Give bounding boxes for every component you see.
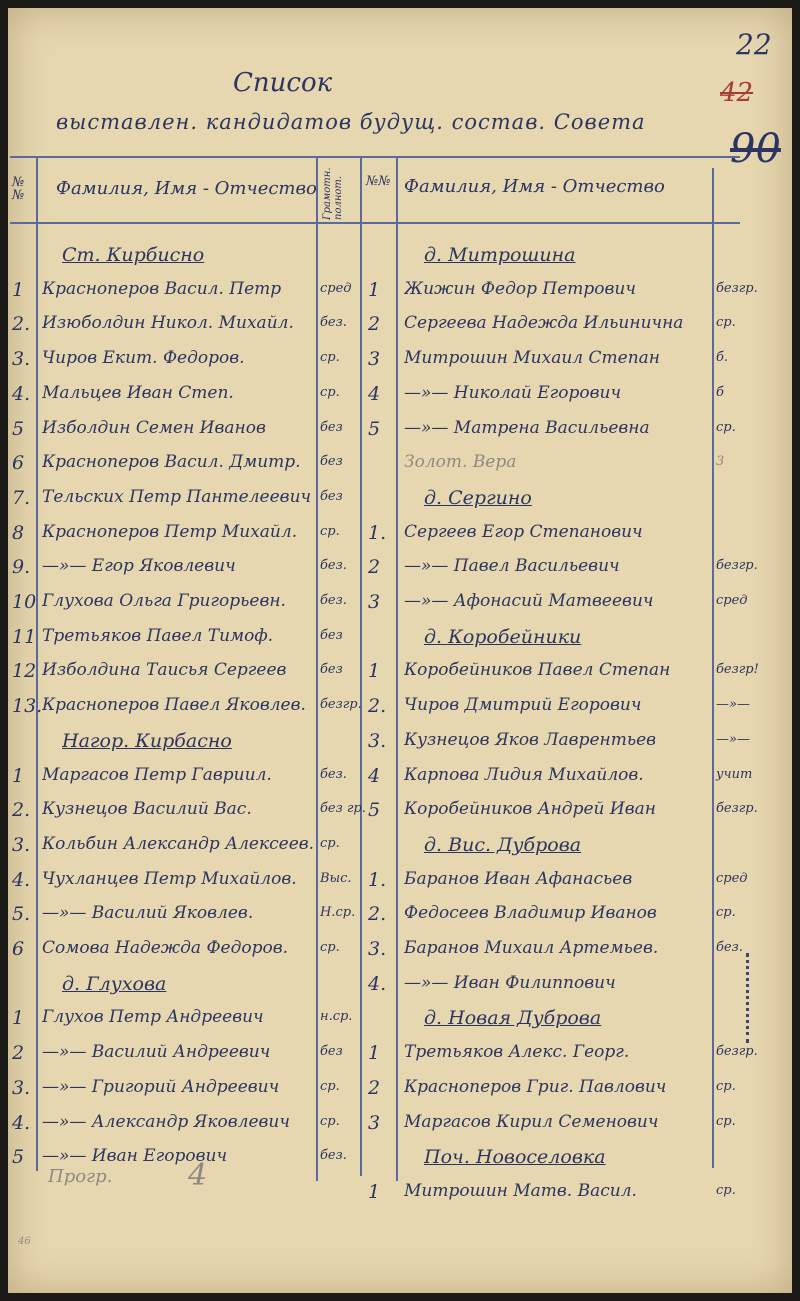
row-number: 11 (12, 626, 37, 648)
row-number: 2 (368, 313, 381, 335)
literacy-value: безгр. (716, 281, 758, 296)
literacy-value: безгр. (716, 558, 758, 573)
literacy-value: Н.ср. (320, 905, 356, 920)
literacy-value: ср. (716, 315, 736, 330)
candidate-name: Глухова Ольга Григорьевн. (42, 591, 286, 611)
literacy-value: без (320, 420, 343, 435)
candidate-name: —»— Александр Яковлевич (42, 1112, 290, 1132)
literacy-value: ср. (716, 1114, 736, 1129)
row-number: 9. (12, 556, 31, 578)
row-number: 8 (12, 522, 25, 544)
row-number: 4 (368, 383, 381, 405)
candidate-name: Красноперов Петр Михайл. (42, 522, 298, 542)
row-number: 1 (12, 1007, 25, 1029)
candidate-name: Глухов Петр Андреевич (42, 1007, 264, 1027)
header-num: № № (12, 175, 25, 203)
row-number: 2. (368, 903, 387, 925)
candidate-name: Тельских Петр Пантелеевич (42, 487, 312, 507)
row-number: 13. (12, 695, 43, 717)
row-number: 1 (12, 279, 25, 301)
row-number: 4. (12, 383, 31, 405)
literacy-value: ср. (320, 385, 340, 400)
candidate-name: —»— Григорий Андреевич (42, 1077, 280, 1097)
row-number: 4 (368, 765, 381, 787)
row-number: 1 (368, 1181, 381, 1203)
header-num-2: №№ (366, 174, 391, 189)
literacy-value: ср. (320, 1079, 340, 1094)
candidate-name: Маргасов Кирил Семенович (404, 1112, 659, 1132)
candidate-name: —»— Николай Егорович (404, 383, 622, 403)
literacy-value: сред (320, 281, 352, 296)
header-top-rule (10, 156, 740, 158)
literacy-value: без (320, 489, 343, 504)
candidate-name: Изболдина Таисья Сергеев (42, 660, 287, 680)
row-number: 2. (12, 313, 31, 335)
candidate-name: —»— Егор Яковлевич (42, 556, 236, 576)
alt-page-number: 90 (730, 126, 781, 172)
candidate-name: Третьяков Алекс. Георг. (404, 1042, 630, 1062)
literacy-value: без. (320, 315, 347, 330)
candidate-name: —»— Василий Андреевич (42, 1042, 271, 1062)
literacy-value: ср. (716, 1183, 736, 1198)
row-number: 5 (12, 1146, 25, 1168)
candidate-name: Кузнецов Василий Вас. (42, 799, 252, 819)
header-name: Фамилия, Имя - Отчество (56, 178, 317, 199)
row-number: 1 (368, 660, 381, 682)
header-literacy: Грамотн. полнот. (322, 167, 344, 220)
row-number: 2 (368, 1077, 381, 1099)
literacy-value: без (320, 662, 343, 677)
row-number: 1. (368, 522, 387, 544)
candidate-name: Карпова Лидия Михайлов. (404, 765, 644, 785)
candidate-name: Баранов Иван Афанасьев (404, 869, 633, 889)
literacy-value: без. (716, 940, 743, 955)
row-number: 5 (368, 418, 381, 440)
row-number: 2 (368, 556, 381, 578)
section-heading: Нагор. Кирбасно (62, 730, 232, 752)
row-number: 12 (12, 660, 37, 682)
row-number: 3. (12, 1077, 31, 1099)
col-divider-4 (396, 156, 398, 1181)
candidate-name: Третьяков Павел Тимоф. (42, 626, 274, 646)
candidate-name: —»— Матрена Васильевна (404, 418, 650, 438)
document-title: Список (233, 68, 333, 98)
candidate-name: Сомова Надежда Федоров. (42, 938, 289, 958)
row-number: 4. (368, 973, 387, 995)
literacy-value: н.ср. (320, 1009, 353, 1024)
row-number: 2 (12, 1042, 25, 1064)
literacy-value: ср. (320, 524, 340, 539)
literacy-value: 3 (716, 454, 725, 469)
candidate-name: Красноперов Григ. Павлович (404, 1077, 667, 1097)
col-divider-1 (36, 156, 38, 1171)
literacy-value: сред (716, 593, 748, 608)
candidate-name: —»— Иван Филиппович (404, 973, 616, 993)
row-number: 3. (12, 348, 31, 370)
literacy-value: ср. (716, 1079, 736, 1094)
col-divider-2 (316, 156, 318, 1181)
candidate-name: Красноперов Павел Яковлев. (42, 695, 306, 715)
candidate-name: Митрошин Михаил Степан (404, 348, 660, 368)
candidate-name: Кузнецов Яков Лаврентьев (404, 730, 657, 750)
margin-dotted-line (746, 953, 749, 1043)
literacy-value: без (320, 628, 343, 643)
row-number: 3 (368, 348, 381, 370)
literacy-value: Выс. (320, 871, 352, 886)
candidate-name: Баранов Михаил Артемьев. (404, 938, 659, 958)
literacy-value: без. (320, 767, 347, 782)
row-number: 6 (12, 938, 25, 960)
struck-page-number: 42 (720, 78, 754, 108)
section-heading: д. Митрошина (424, 244, 576, 266)
literacy-value: ср. (716, 420, 736, 435)
literacy-value: безгр! (716, 662, 759, 677)
candidate-name: Чиров Екит. Федоров. (42, 348, 245, 368)
literacy-value: ср. (320, 350, 340, 365)
candidate-name: Красноперов Васил. Дмитр. (42, 452, 301, 472)
literacy-value: без. (320, 558, 347, 573)
literacy-value: без (320, 454, 343, 469)
candidate-name: Маргасов Петр Гавриил. (42, 765, 272, 785)
candidate-name: —»— Иван Егорович (42, 1146, 228, 1166)
candidate-name: Сергеева Надежда Ильинична (404, 313, 684, 333)
candidate-name: Красноперов Васил. Петр (42, 279, 282, 299)
row-number: 2. (12, 799, 31, 821)
candidate-name: —»— Павел Васильевич (404, 556, 620, 576)
row-number: 7. (12, 487, 31, 509)
candidate-name: Митрошин Матв. Васил. (404, 1181, 637, 1201)
candidate-name: Коробейников Павел Степан (404, 660, 671, 680)
row-number: 3. (368, 938, 387, 960)
literacy-value: без (320, 1044, 343, 1059)
header-name-2: Фамилия, Имя - Отчество (404, 176, 665, 197)
literacy-value: —»— (716, 697, 750, 712)
candidate-name: —»— Василий Яковлев. (42, 903, 254, 923)
candidate-name: Сергеев Егор Степанович (404, 522, 643, 542)
section-heading: д. Вис. Дуброва (424, 834, 582, 856)
section-heading: д. Глухова (62, 973, 167, 995)
literacy-value: б (716, 385, 724, 400)
row-number: 6 (12, 452, 25, 474)
footer-label: Прогр. (48, 1166, 113, 1187)
literacy-value: без гр. (320, 801, 366, 816)
candidate-name: Золот. Вера (404, 452, 517, 472)
row-number: 1 (12, 765, 25, 787)
row-number: 5 (12, 418, 25, 440)
section-heading: д. Новая Дуброва (424, 1007, 602, 1029)
literacy-value: ср. (320, 940, 340, 955)
page-number: 22 (736, 28, 772, 61)
candidate-name: Чиров Дмитрий Егорович (404, 695, 642, 715)
candidate-name: Чухланцев Петр Михайлов. (42, 869, 297, 889)
margin-note: 46 (18, 1236, 31, 1247)
candidate-name: Изюболдин Никол. Михайл. (42, 313, 294, 333)
row-number: 5. (12, 903, 31, 925)
literacy-value: безгр. (716, 1044, 758, 1059)
literacy-value: сред (716, 871, 748, 886)
row-number: 3. (12, 834, 31, 856)
document-subtitle: выставлен. кандидатов будущ. состав. Совета (56, 110, 646, 134)
row-number: 2. (368, 695, 387, 717)
literacy-value: ср. (716, 905, 736, 920)
literacy-value: ср. (320, 1114, 340, 1129)
literacy-value: ср. (320, 836, 340, 851)
footer-count: 4 (188, 1158, 208, 1193)
row-number: 4. (12, 1112, 31, 1134)
literacy-value: безгр. (716, 801, 758, 816)
candidate-name: —»— Афонасий Матвеевич (404, 591, 654, 611)
section-heading: д. Сергино (424, 487, 532, 509)
candidate-name: Жижин Федор Петрович (404, 279, 636, 299)
candidate-name: Коробейников Андрей Иван (404, 799, 656, 819)
literacy-value: безгр. (320, 697, 362, 712)
row-number: 10 (12, 591, 37, 613)
candidate-name: Федосеев Владимир Иванов (404, 903, 657, 923)
literacy-value: учит (716, 767, 753, 782)
literacy-value: без. (320, 593, 347, 608)
candidate-name: Мальцев Иван Степ. (42, 383, 234, 403)
row-number: 5 (368, 799, 381, 821)
row-number: 3. (368, 730, 387, 752)
row-number: 3 (368, 1112, 381, 1134)
row-number: 1 (368, 279, 381, 301)
header-bottom-rule (10, 222, 740, 224)
row-number: 4. (12, 869, 31, 891)
section-heading: д. Коробейники (424, 626, 582, 648)
row-number: 1 (368, 1042, 381, 1064)
candidate-name: Кольбин Александр Алексеев. (42, 834, 314, 854)
literacy-value: —»— (716, 732, 750, 747)
candidate-name: Изболдин Семен Иванов (42, 418, 266, 438)
col-divider-3 (360, 156, 362, 1176)
literacy-value: б. (716, 350, 729, 365)
section-heading: Поч. Новоселовка (424, 1146, 606, 1168)
row-number: 3 (368, 591, 381, 613)
document-page (8, 8, 792, 1293)
section-heading: Ст. Кирбисно (62, 244, 205, 266)
row-number: 1. (368, 869, 387, 891)
literacy-value: без. (320, 1148, 347, 1163)
